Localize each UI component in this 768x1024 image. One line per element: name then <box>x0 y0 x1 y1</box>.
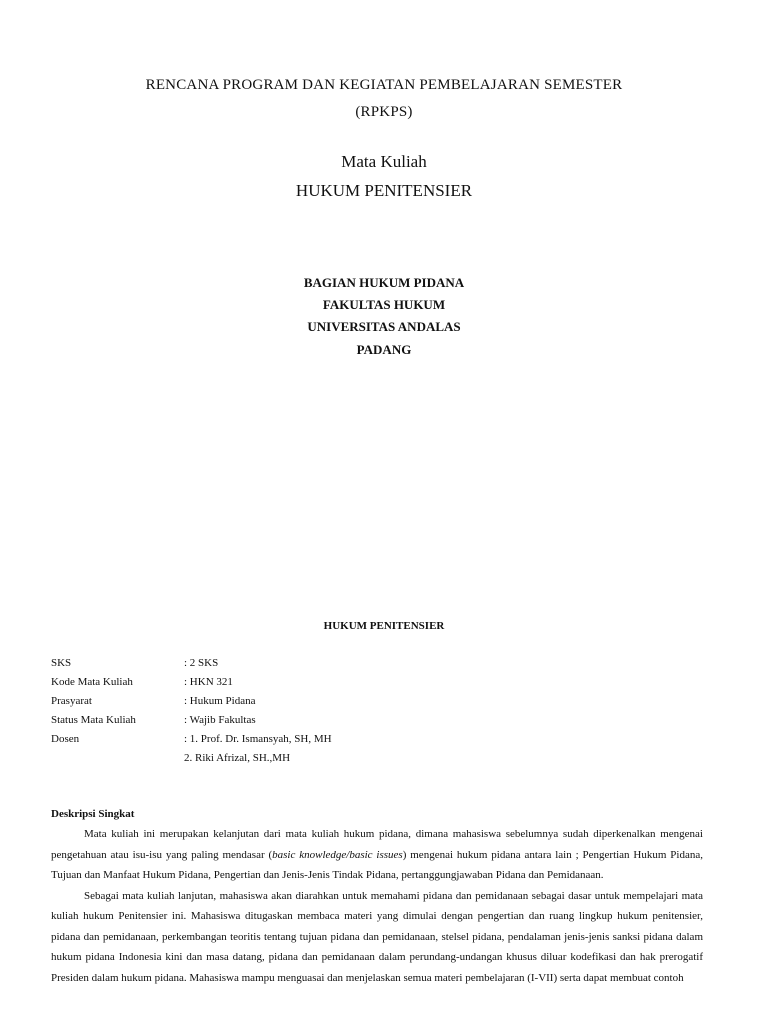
paragraph-italic-text: basic knowledge/basic issues <box>272 848 403 861</box>
department-name: BAGIAN HUKUM PIDANA <box>303 275 465 290</box>
paragraph-text: Mata kuliah ini merupakan kelanjutan dari mata kuliah hukum pidana, dimana mahasiswa sebelumnya sudah diperkenalkan mengenai pengetahuan atau isu-isu yang paling mendasar ( <box>51 828 703 861</box>
info-label: Prasyarat <box>51 695 92 707</box>
university-name: UNIVERSITAS ANDALAS <box>307 319 461 334</box>
course-name: HUKUM PENITENSIER <box>295 181 473 200</box>
info-value: : 2 SKS <box>184 657 219 669</box>
info-label: Dosen <box>51 733 80 745</box>
description-paragraph-2: Sebagai mata kuliah lanjutan, mahasiswa akan diarahkan untuk memahami pidana dan pemidanaan sebagai dasar untuk mempelajari mata kuliah hukum Penitensier ini. Mahasiswa ditugaskan membaca materi yang dimulai dengan pengertian dan ruang lingkup hukum penitensier, pidana dan pemidanaan, perkembangan teoritis tentang tujuan pidana dan pemidanaan, stelsel pidana, pendalaman jenis-jenis sanksi pidana dalam hukum pidana Indonesia kini dan masa datang, pidana dan pemidanaan dalam perundang-undangan khusus diluar kodefikasi dan hak prerogatif Presiden dalam hukum pidana. Mahasiswa mampu menguasai dan menjelaskan semua materi pembelajaran (I-VII) serta dapat membuat contoh <box>51 889 703 984</box>
paragraph-text: ) mengenai hukum pidana antara lain ; Pengertian Hukum Pidana, Tujuan dan Manfaat Hukum Pidana, Pengertian dan Jenis-Jenis Tindak Pidana, pertanggungjawaban Pidana dan Pemidanaan. <box>51 848 703 881</box>
info-value: : 1. Prof. Dr. Ismansyah, SH, MH <box>184 733 332 745</box>
course-label: Mata Kuliah <box>341 152 427 171</box>
document-title: RENCANA PROGRAM DAN KEGIATAN PEMBELAJARAN SEMESTER <box>145 77 623 93</box>
description-paragraph-1 <box>51 824 703 886</box>
faculty-name: FAKULTAS HUKUM <box>322 297 446 312</box>
info-value: : HKN 321 <box>184 676 233 688</box>
info-label: SKS <box>51 657 72 669</box>
city-name: PADANG <box>356 342 412 357</box>
info-label: Status Mata Kuliah <box>51 714 136 726</box>
info-value: 2. Riki Afrizal, SH.,MH <box>184 752 291 764</box>
info-value: : Hukum Pidana <box>184 695 256 707</box>
section-heading: HUKUM PENITENSIER <box>323 620 445 632</box>
description-heading: Deskripsi Singkat <box>51 808 135 820</box>
document-title-abbreviation: (RPKPS) <box>355 104 413 120</box>
info-label: Kode Mata Kuliah <box>51 676 133 688</box>
info-value: : Wajib Fakultas <box>184 714 256 726</box>
description-section <box>51 805 703 988</box>
